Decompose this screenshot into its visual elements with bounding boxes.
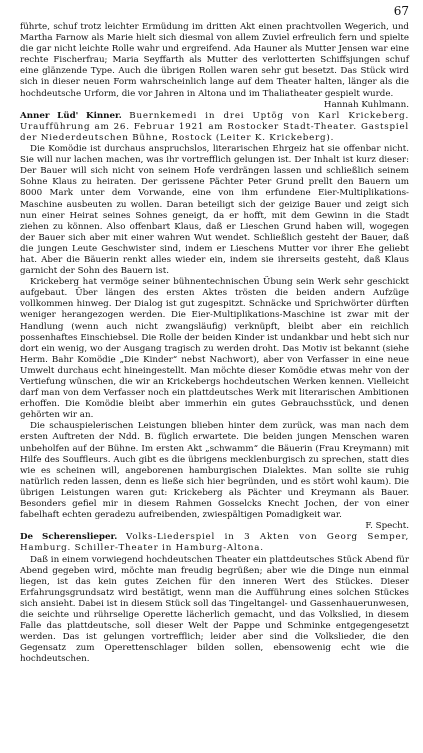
review-header xyxy=(20,111,409,144)
review-paragraph: Daß in einem vorwiegend hochdeutschen Theater ein plattdeutsches Stück Abend für Abend gegeben wird, möchte man freudig begrüßen; aber wie die Dinge nun einmal liegen, ist das kein gutes Zeichen für den inneren Wert des Stückes. Dieser Erfahrungsgrundsatz wird bestätigt, wenn man die Aufführung eines solchen Stückes sich ansieht. Dabei ist in diesem Stück soll das Tingeltangel- und Gassenhauerunwesen, die seichte und rührselige Operette lächerlich gemacht, und das Volkslied, in diesem Falle das plattdeutsche, soll dieser Welt der Pappe und Schminke entgegengesetzt werden. Das ist gelungen vortrefflich; leider aber sind die Volkslieder, die den Gegensatz zum Operettenschlager bilden sollen, ebensowenig echt wie die hochdeutschen. xyxy=(20,554,409,665)
review-title: De Scherenslieper. xyxy=(20,532,118,543)
review-signature: F. Specht. xyxy=(365,521,409,532)
intro-paragraph: führte, schuf trotz leichter Ermüdung im dritten Akt einen prachtvollen Wegerich, und Martha Farnow als Marie hielt sich diesmal von allem Zuviel erfreulich fern und spielte die gar nicht leichte Rolle wahr und ergreifend. Ada Hauner als Mutter Jensen war eine rechte Fischerfrau; Maria Seyffarth als Mutter des verlotterten Schiffsjungen schuf eine glänzende Type. Auch die übrigen Rollen waren sehr gut besetzt. Das Stück wird sich in dieser neuen Form wahrscheinlich lange auf dem Theater halten, länger als die hochdeutsche Urform, die vor Jahren in Altona und im Thaliatheater gespielt wurde. xyxy=(20,22,409,99)
review-signature: Hannah Kuhlmann. xyxy=(323,99,409,110)
review-paragraph: Die Komödie ist durchaus anspruchslos, literarischen Ehrgeiz hat sie offenbar nicht. Sie will nur lachen machen, was ihr vortrefflich gelungen ist. Der Inhalt ist kurz dieser: Der Bauer will sich nicht von seinem Hofe verdrängen lassen und schließlich seinem Sohne Klaus zu heiraten. Der gerissene Pächter Peter Grund prellt den Bauern um 8000 Mark unter dem Vorwande, eine von ihm erfundene Eier-Multiplikations-Maschine ausbeuten zu wollen. Daran beteiligt sich der geizige Bauer und zeigt sich nun einer Heirat seines Sohnes geneigt, da er hofft, mit dem Gewinn in die Stadt ziehen zu können. Also offenbart Klaus, daß er Lieschen Grund haben will, wogegen der Bauer sich aber mit einer wahren Wut wendet. Schließlich gesteht der Bauer, daß die jungen Leute Geschwister sind, indem er Lieschens Mutter vor ihrer Ehe geliebt hat. Aber die Bäuerin renkt alles wieder ein, indem sie ihrerseits gesteht, daß Klaus garnicht der Sohn des Bauern ist. xyxy=(20,144,409,277)
review-header-details: Volks-Liederspiel in 3 Akten von Georg Semper, Hamburg. Schiller-Theater in Hamburg-Altona. xyxy=(20,532,410,554)
review-title: Anner Lüd' Kinner. xyxy=(20,110,122,121)
review-paragraph: Krickeberg hat vermöge seiner bühnentechnischen Übung sein Werk sehr geschickt aufgebaut. Über längen des ersten Aktes trösten die beiden andern Aufzüge vollkommen hinweg. Der Dialog ist gut zugespitzt. Schnäcke und Sprichwörter dürften weniger herangezogen werden. Die Eier-Multiplikations-Maschine ist zwar mit der Handlung (wenn auch nicht zwangsläufig) verknüpft, bleibt aber ein reichlich possenhaftes Einschiebsel. Die Rolle der beiden Kinder ist undankbar und hebt sich nur dort ein wenig, wo der Ausgang tragisch zu werden droht. Das Motiv ist bekannt (siehe Herm. Bahr Komödie „Die Kinder“ nebst Nachwort), aber von Verfasser in eine neue Umwelt durchaus echt hineingestellt. Man möchte dieser Komödie etwas mehr von der Vertiefung wünschen, die wir an Krickebergs hochdeutschen Werken kennen. Vielleicht darf man von dem Verfasser noch ein plattdeutsches Werk mit literarischen Ambitionen erhoffen. Die Komödie bleibt aber immerhin ein gutes Gebrauchsstück, und denen gehörten wir an. xyxy=(20,277,409,421)
review-header xyxy=(20,532,409,554)
page-number: 67 xyxy=(393,4,409,18)
review-paragraph: Die schauspielerischen Leistungen blieben hinter dem zurück, was man nach dem ersten Auftreten der Ndd. B. füglich erwartete. Die beiden jungen Menschen waren unbeholfen auf der Bühne. Im ersten Akt „schwamm“ die Bäuerin (Frau Kreymann) mit Hilfe des Souffleurs. Auch gibt es die übrigens mecklenburgisch zu sprechen, statt dies wie es scheinen will, angeborenen hamburgischen Dialektes. Man sollte sie ruhig natürlich reden lassen, denn es ließe sich hier begründen, und es stört wohl kaum). Die übrigen Leistungen waren gut: Krickeberg als Pächter und Kreymann als Bauer. Besonders gefiel mir in diesem Rahmen Gosselcks Knecht Jochen, der von einer fabelhaft echten geradezu aufreibenden, zwiespältigen Pomadigkeit war. xyxy=(20,421,409,521)
review-header-details: Buernkemedi in drei Uptög von Karl Krickeberg. Uraufführung am 26. Februar 1921 am Rostocker Stadt-Theater. Gastspiel der Niederdeutschen Bühne, Rostock (Leiter K. Krickeberg). xyxy=(20,110,410,143)
page-text xyxy=(20,22,409,665)
